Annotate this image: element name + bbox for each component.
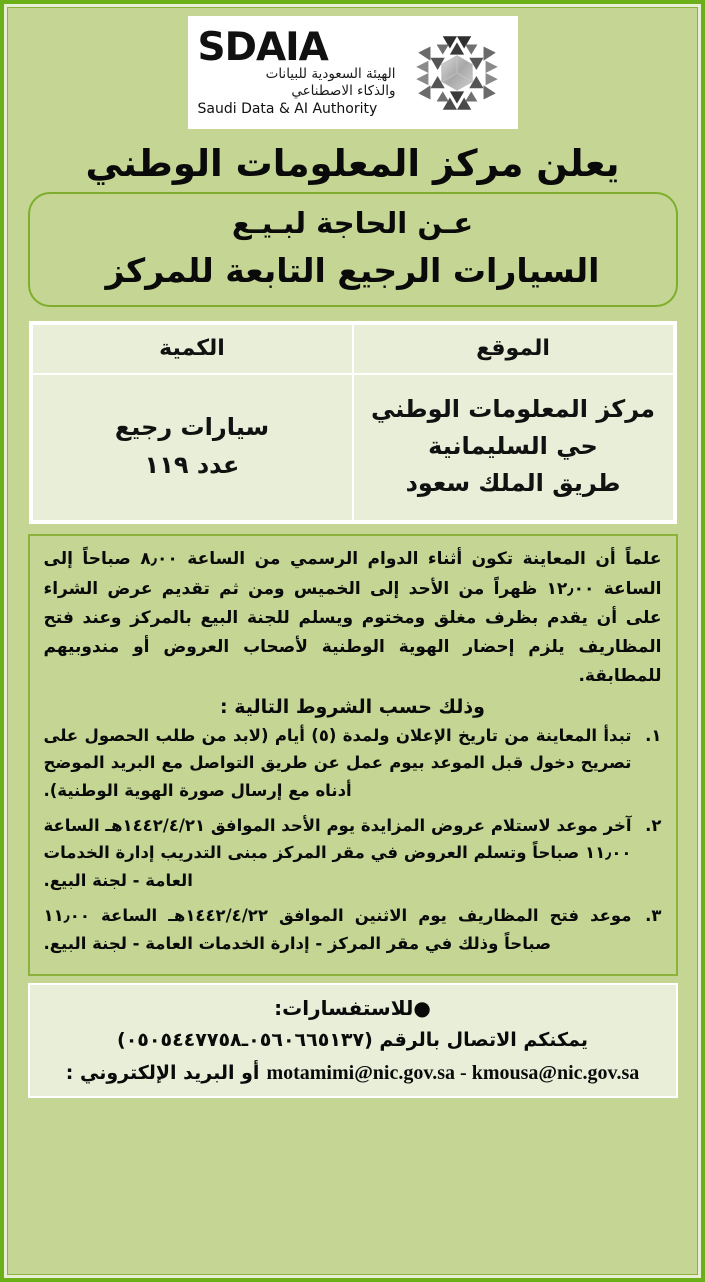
- contact-footer: [28, 983, 678, 1098]
- inspection-intro-paragraph: علماً أن المعاينة تكون أثناء الدوام الرسمي من الساعة ٨٫٠٠ صباحاً إلى الساعة ١٢٫٠٠ ظهراً من الأحد إلى الخميس ومن ثم تقديم عرض الشراء على أن يقدم بظرف مغلق ومختوم ويسلم للجنة البيع بالمركز وعند فتح المظاريف يلزم إحضار الهوية الوطنية لأصحاب العروض أو مندوبيهم للمطابقة.: [43, 549, 662, 687]
- conditions-list: [44, 722, 662, 958]
- sdaia-english-name: Saudi Data & AI Authority: [197, 100, 378, 117]
- info-table-wrapper: [29, 321, 677, 525]
- sdaia-wordmark: SDAIA: [197, 24, 328, 70]
- conditions-panel: [28, 534, 678, 976]
- sdaia-logo-text: [197, 24, 396, 118]
- info-table: [31, 323, 675, 523]
- list-item-text: موعد فتح المظاريف يوم الاثنين الموافق ١٤٤٢/٤/٢٢هـ الساعة ١١٫٠٠ صباحاً وذلك في مقر المركز - إدارة الخدمات العامة - لجنة البيع.: [43, 905, 632, 953]
- frame-edge-right: [676, 214, 678, 284]
- contact-email-label: أو البريد الإلكتروني :: [65, 1062, 260, 1084]
- subtitle-frame: [28, 192, 678, 306]
- subtitle-line-2: السيارات الرجيع التابعة للمركز: [105, 251, 600, 291]
- frame-edge-top: [50, 192, 656, 194]
- frame-edge-left: [28, 214, 30, 284]
- list-item-number: ٢.: [645, 815, 662, 835]
- table-cell-quantity: سيارات رجيع عدد ١١٩: [32, 374, 353, 522]
- list-item: [44, 902, 662, 957]
- announcement-title: يعلن مركز المعلومات الوطني: [85, 142, 620, 185]
- table-header-location: الموقع: [353, 324, 674, 374]
- list-item-text: تبدأ المعاينة من تاريخ الإعلان ولمدة (٥) أيام (لابد من طلب الحصول على تصريح دخول قبل الموعد بيوم عمل عن طريق التواصل مع البريد الموضح أدناه مع إرسال صورة الهوية الوطنية).: [43, 725, 632, 800]
- list-item: [44, 812, 662, 895]
- contact-email-line: [42, 1060, 664, 1086]
- list-item-number: ١.: [645, 725, 662, 745]
- contact-phone-line: يمكنكم الاتصال بالرقم (٠٥٦٠٦٦٥١٣٧ـ٠٥٠٥٤٤٧٧٥٨): [117, 1029, 588, 1052]
- poster-inner-frame: [4, 4, 701, 1278]
- poster-sheet: [7, 7, 698, 1275]
- table-cell-location: مركز المعلومات الوطني حي السليمانية طريق الملك سعود: [353, 374, 674, 522]
- table-header-row: [32, 324, 674, 374]
- sdaia-hexagon-mark-icon: [406, 22, 508, 124]
- subtitle-line-1: عـن الحاجة لبـيـع: [231, 206, 474, 241]
- contact-email-addresses[interactable]: motamimi@nic.gov.sa - kmousa@nic.gov.sa: [266, 1062, 640, 1084]
- frame-edge-bottom: [50, 305, 656, 307]
- conditions-heading: وذلك حسب الشروط التالية :: [220, 695, 485, 718]
- list-item: [44, 722, 662, 805]
- list-item-text: آخر موعد لاستلام عروض المزايدة يوم الأحد الموافق ١٤٤٢/٤/٢١هـ الساعة ١١٫٠٠ صباحاً وتسلم العروض في مقر المركز مبنى التدريب إدارة الخدمات العامة - لجنة البيع.: [43, 815, 632, 891]
- table-row: [32, 374, 674, 522]
- table-header-quantity: الكمية: [32, 324, 353, 374]
- sdaia-arabic-name-line2: والذكاء الاصطناعي: [291, 82, 396, 99]
- sdaia-arabic-name-line1: الهيئة السعودية للبيانات: [265, 65, 396, 82]
- inquiries-heading: ●للاستفسارات:: [274, 996, 431, 1021]
- list-item-number: ٣.: [645, 905, 662, 925]
- sdaia-logo: [188, 16, 518, 129]
